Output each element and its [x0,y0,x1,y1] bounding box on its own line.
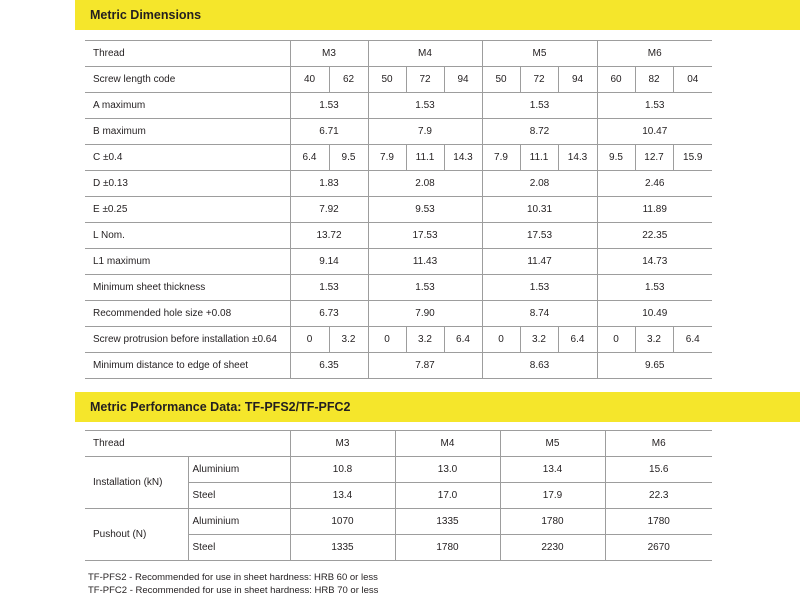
value-cell: 72 [520,67,558,93]
table-row-l1-maximum [85,249,712,275]
value-cell: 1780 [500,509,605,535]
value-cell: 6.4 [558,327,597,353]
value-cell: 3.2 [520,327,558,353]
value-cell: 1335 [395,509,500,535]
table-row-d [85,171,712,197]
value-cell: 11.47 [482,249,597,275]
value-cell: 15.6 [605,457,712,483]
value-cell: 1.53 [368,275,482,301]
row-label: A maximum [85,93,290,119]
row-label: Minimum sheet thickness [85,275,290,301]
row-label-pushout: Pushout (N) [85,509,188,561]
value-cell: 13.0 [395,457,500,483]
row-label: L1 maximum [85,249,290,275]
value-cell: 13.72 [290,223,368,249]
value-cell: 1335 [290,535,395,561]
value-cell: 62 [329,67,368,93]
section-banner-performance [75,392,800,422]
size-header-m5: M5 [482,41,597,67]
section-title: Metric Dimensions [90,8,202,22]
value-cell: 60 [597,67,635,93]
value-cell: 11.1 [520,145,558,171]
table-row-c [85,145,712,171]
value-cell: 9.5 [329,145,368,171]
material-label: Steel [188,535,290,561]
value-cell: 50 [482,67,520,93]
value-cell: 0 [482,327,520,353]
value-cell: 17.53 [368,223,482,249]
value-cell: 04 [673,67,712,93]
value-cell: 1.53 [597,275,712,301]
value-cell: 13.4 [290,483,395,509]
value-cell: 14.73 [597,249,712,275]
value-cell: 94 [444,67,482,93]
value-cell: 10.47 [597,119,712,145]
row-label: B maximum [85,119,290,145]
value-cell: 22.35 [597,223,712,249]
size-header-m3: M3 [290,431,395,457]
value-cell: 17.53 [482,223,597,249]
material-label: Aluminium [188,509,290,535]
value-cell: 15.9 [673,145,712,171]
value-cell: 6.35 [290,353,368,379]
value-cell: 12.7 [635,145,673,171]
value-cell: 6.4 [673,327,712,353]
value-cell: 13.4 [500,457,605,483]
value-cell: 17.9 [500,483,605,509]
value-cell: 94 [558,67,597,93]
thread-header: Thread [85,41,290,67]
table-row-a-maximum [85,93,712,119]
metric-dimensions-table [85,40,712,379]
value-cell: 9.53 [368,197,482,223]
table-row-min-sheet-thickness [85,275,712,301]
value-cell: 0 [368,327,406,353]
value-cell: 7.87 [368,353,482,379]
value-cell: 8.63 [482,353,597,379]
value-cell: 1070 [290,509,395,535]
row-label: Screw length code [85,67,290,93]
value-cell: 11.43 [368,249,482,275]
header-row [85,431,712,457]
value-cell: 10.8 [290,457,395,483]
value-cell: 72 [406,67,444,93]
table-row-screw-protrusion [85,327,712,353]
value-cell: 1.53 [597,93,712,119]
value-cell: 2.46 [597,171,712,197]
value-cell: 17.0 [395,483,500,509]
value-cell: 14.3 [444,145,482,171]
section-title: Metric Performance Data: TF-PFS2/TF-PFC2 [90,400,351,414]
value-cell: 14.3 [558,145,597,171]
value-cell: 11.1 [406,145,444,171]
metric-performance-table [85,430,712,561]
table-row-min-edge-distance [85,353,712,379]
value-cell: 0 [290,327,329,353]
row-label: Recommended hole size +0.08 [85,301,290,327]
row-label: Screw protrusion before installation ±0.64 [85,327,290,353]
material-label: Steel [188,483,290,509]
size-header-m5: M5 [500,431,605,457]
value-cell: 11.89 [597,197,712,223]
value-cell: 2670 [605,535,712,561]
value-cell: 7.90 [368,301,482,327]
value-cell: 50 [368,67,406,93]
material-label: Aluminium [188,457,290,483]
table-row-installation-aluminium [85,457,712,483]
value-cell: 9.5 [597,145,635,171]
value-cell: 9.65 [597,353,712,379]
row-label: L Nom. [85,223,290,249]
value-cell: 1.53 [290,275,368,301]
thread-header: Thread [85,431,290,457]
footnote: TF-PFC2 - Recommended for use in sheet hardness: HRB 70 or less [88,585,379,596]
table-row-l-nom [85,223,712,249]
value-cell: 2.08 [368,171,482,197]
footnotes [88,571,378,597]
value-cell: 0 [597,327,635,353]
size-header-m4: M4 [368,41,482,67]
value-cell: 22.3 [605,483,712,509]
table-row-b-maximum [85,119,712,145]
value-cell: 1.53 [482,93,597,119]
value-cell: 82 [635,67,673,93]
footnote: TF-PFS2 - Recommended for use in sheet hardness: HRB 60 or less [88,572,378,583]
section-banner-dimensions [75,0,800,30]
value-cell: 8.74 [482,301,597,327]
value-cell: 6.73 [290,301,368,327]
size-header-m3: M3 [290,41,368,67]
value-cell: 10.31 [482,197,597,223]
value-cell: 10.49 [597,301,712,327]
header-row [85,41,712,67]
value-cell: 9.14 [290,249,368,275]
value-cell: 1.53 [290,93,368,119]
value-cell: 2230 [500,535,605,561]
value-cell: 7.9 [482,145,520,171]
value-cell: 7.92 [290,197,368,223]
value-cell: 3.2 [635,327,673,353]
size-header-m6: M6 [605,431,712,457]
value-cell: 3.2 [406,327,444,353]
value-cell: 2.08 [482,171,597,197]
value-cell: 1780 [605,509,712,535]
value-cell: 6.4 [290,145,329,171]
value-cell: 7.9 [368,119,482,145]
value-cell: 6.4 [444,327,482,353]
value-cell: 6.71 [290,119,368,145]
table-row-pushout-aluminium [85,509,712,535]
row-label: Minimum distance to edge of sheet [85,353,290,379]
value-cell: 1.83 [290,171,368,197]
size-header-m4: M4 [395,431,500,457]
value-cell: 3.2 [329,327,368,353]
value-cell: 40 [290,67,329,93]
row-label: E ±0.25 [85,197,290,223]
table-row-hole-size [85,301,712,327]
value-cell: 1.53 [368,93,482,119]
row-label: C ±0.4 [85,145,290,171]
value-cell: 7.9 [368,145,406,171]
table-row-screw-length-code [85,67,712,93]
row-label-installation: Installation (kN) [85,457,188,509]
value-cell: 8.72 [482,119,597,145]
table-row-e [85,197,712,223]
value-cell: 1.53 [482,275,597,301]
row-label: D ±0.13 [85,171,290,197]
value-cell: 1780 [395,535,500,561]
size-header-m6: M6 [597,41,712,67]
